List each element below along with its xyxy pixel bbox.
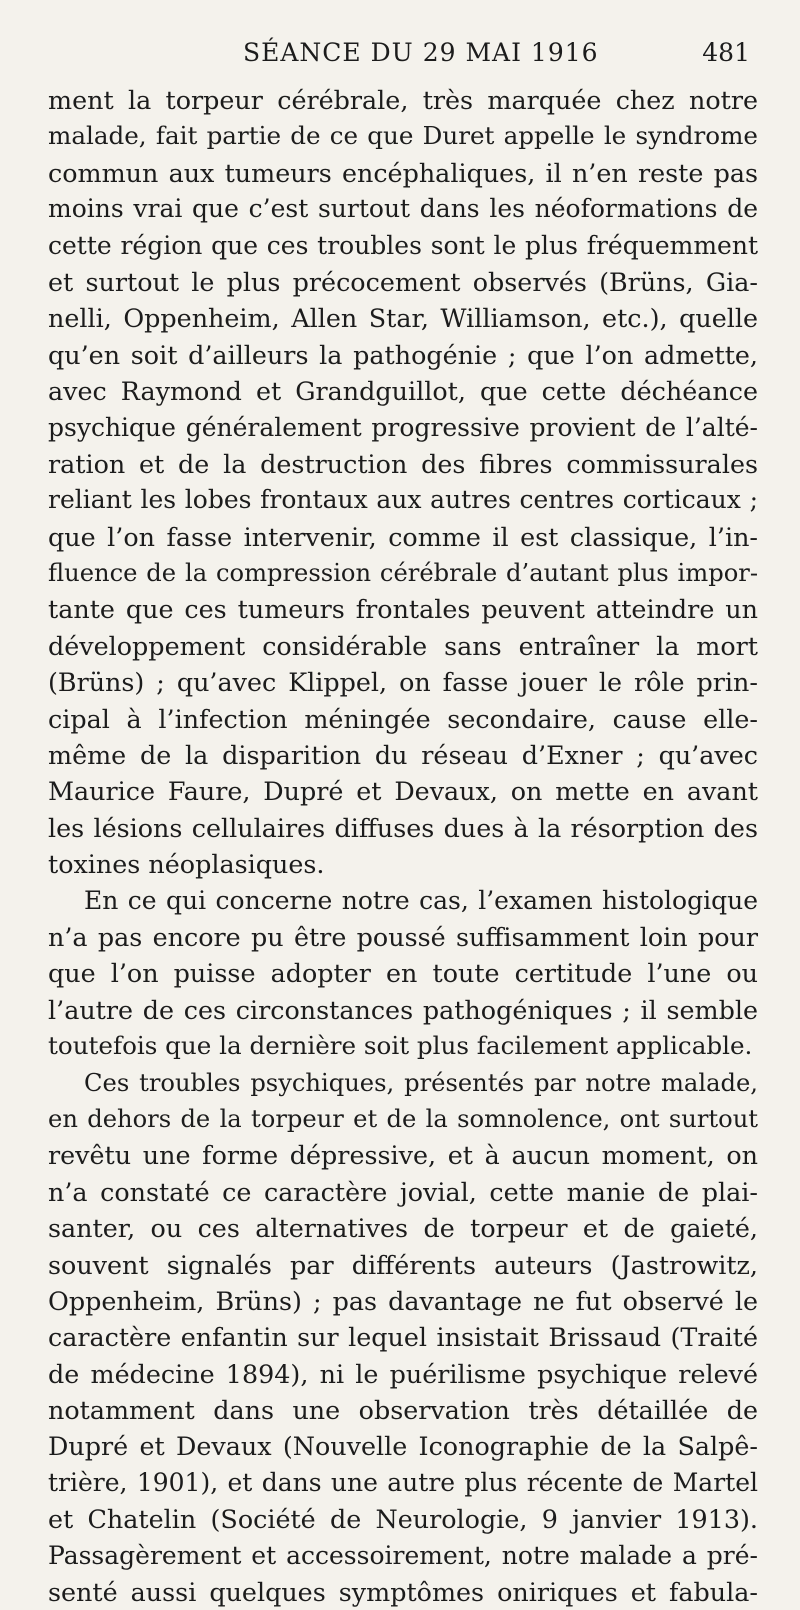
text-line: reliant les lobes frontaux aux autres centres corticaux ; [48,485,758,515]
text-line: les lésions cellulaires diffuses dues à la résorption des [48,812,758,843]
text-line: malade, fait partie de ce que Duret appelle le syndrome [48,121,758,151]
text-line: trière, 1901), et dans une autre plus récente de Martel [48,1467,758,1497]
text-line: qu’en soit d’ailleurs la pathogénie ; que l’on admette, [48,339,758,370]
text-line: que l’on fasse intervenir, comme il est classique, l’in- [48,521,758,552]
text-line: En ce qui concerne notre cas, l’examen histologique [84,885,758,915]
text-line: avec Raymond et Grandguillot, que cette déchéance [48,376,758,407]
text-line: en dehors de la torpeur et de la somnolence, ont surtout [48,1104,758,1133]
text-line: senté aussi quelques symptômes oniriques et fabula- [48,1577,758,1608]
text-line: fluence de la compression cérébrale d’autant plus impor- [48,559,758,588]
text-line: Maurice Faure, Dupré et Devaux, on mette en avant [48,776,758,807]
text-line: ment la torpeur cérébrale, très marquée chez notre [48,85,758,115]
text-line: notamment dans une observation très détaillée de [48,1395,758,1426]
text-line: caractère enfantin sur lequel insistait Brissaud (Traité [48,1322,758,1353]
page-number: 481 [702,38,750,67]
text-line: même de la disparition du réseau d’Exner ; qu’avec [48,740,758,771]
text-line: Oppenheim, Brüns) ; pas davantage ne fut observé le [48,1285,758,1316]
text-line: souvent signalés par différents auteurs (Jastrowitz, [48,1249,758,1280]
text-line: que l’on puisse adopter en toute certitude l’une ou [48,958,758,989]
text-line: psychique généralement progressive provient de l’alté- [48,412,758,442]
text-line: tante que ces tumeurs frontales peuvent atteindre un [48,594,758,625]
text-line: et Chatelin (Société de Neurologie, 9 janvier 1913). [48,1504,758,1535]
text-line: santer, ou ces alternatives de torpeur et de gaieté, [48,1213,758,1244]
text-line: ration et de la destruction des fibres commissurales [48,448,758,479]
text-line: moins vrai que c’est surtout dans les néoformations de [48,194,758,224]
text-line: nelli, Oppenheim, Allen Star, Williamson, etc.), quelle [48,303,758,334]
text-line: toutefois que la dernière soit plus facilement applicable. [48,1031,753,1061]
text-line: n’a pas encore pu être poussé suffisamment loin pour [48,921,758,952]
text-line: Dupré et Devaux (Nouvelle Iconographie de la Salpê- [48,1431,758,1462]
text-line: revêtu une forme dépressive, et à aucun moment, on [48,1140,758,1171]
text-line: de médecine 1894), ni le puérilisme psychique relevé [48,1358,758,1389]
body-text [48,82,758,1610]
text-line: (Brüns) ; qu’avec Klippel, on fasse jouer le rôle prin- [48,667,758,698]
text-line: cette région que ces troubles sont le plus fréquemment [48,230,758,260]
text-line: cipal à l’infection méningée secondaire, cause elle- [48,703,758,734]
text-line: Ces troubles psychiques, présentés par notre malade, [84,1068,758,1097]
running-head: SÉANCE DU 29 MAI 1916 [243,38,599,67]
text-line: l’autre de ces circonstances pathogéniques ; il semble [48,994,758,1025]
text-line: toxines néoplasiques. [48,849,325,880]
text-line: et surtout le plus précocement observés (Brüns, Gia- [48,266,758,297]
text-line: Passagèrement et accessoirement, notre malade a pré- [48,1540,758,1570]
text-line: commun aux tumeurs encéphaliques, il n’en reste pas [48,157,758,188]
page-header [0,38,800,74]
text-line: développement considérable sans entraîner la mort [48,630,758,661]
text-line: n’a constaté ce caractère jovial, cette manie de plai- [48,1176,758,1207]
